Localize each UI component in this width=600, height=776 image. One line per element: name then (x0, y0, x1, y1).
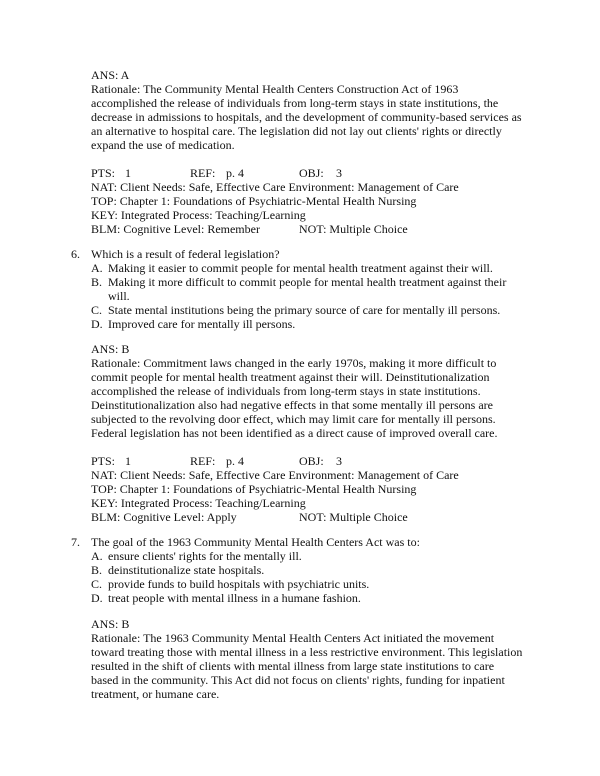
option-6a-letter: A. (91, 261, 103, 275)
option-6b-letter: B. (91, 275, 103, 289)
option-7c-text: provide funds to build hospitals with psychiatric units. (108, 577, 370, 591)
meta-not-5: NOT: Multiple Choice (299, 222, 408, 236)
answer-6: ANS: B (91, 342, 130, 356)
option-7d-text: treat people with mental illness in a humane fashion. (108, 591, 361, 605)
question-7-stem: The goal of the 1963 Community Mental Health Centers Act was to: (91, 535, 420, 549)
answer-7: ANS: B (91, 617, 130, 631)
option-7b-text: deinstitutionalize state hospitals. (108, 563, 265, 577)
meta-key-5: KEY: Integrated Process: Teaching/Learning (91, 208, 306, 222)
meta-pts-6: PTS: 1 (91, 454, 131, 468)
option-6d-letter: D. (91, 317, 103, 331)
rationale-5-line: Rationale: The Community Mental Health Centers Construction Act of 1963 (91, 82, 459, 96)
meta-nat-6: NAT: Client Needs: Safe, Effective Care Environment: Management of Care (91, 468, 459, 482)
option-6c-text: State mental institutions being the primary source of care for mentally ill persons. (108, 303, 501, 317)
question-7-number: 7. (71, 535, 80, 549)
rationale-7-line: Rationale: The 1963 Community Mental Health Centers Act initiated the movement (91, 631, 495, 645)
rationale-5-line: decrease in admissions to hospitals, and the development of community-based services as (91, 110, 522, 124)
rationale-6-line: subjected to the revolving door effect, which may limit care for mentally ill persons. (91, 412, 496, 426)
option-6c-letter: C. (91, 303, 103, 317)
rationale-6-line: Rationale: Commitment laws changed in the early 1970s, making it more difficult to (91, 356, 497, 370)
meta-obj-6: OBJ: 3 (299, 454, 342, 468)
option-6b-text: will. (108, 289, 130, 303)
rationale-7-line: resulted in the shift of clients with mental illness from large state institutions to care (91, 659, 495, 673)
rationale-6-line: Federal legislation has not been identified as a direct cause of improved overall care. (91, 426, 498, 440)
option-6b-text: Making it more difficult to commit people for mental health treatment against their (108, 275, 507, 289)
option-7d-letter: D. (91, 591, 103, 605)
question-6-stem: Which is a result of federal legislation? (91, 247, 280, 261)
rationale-5-line: accomplished the release of individuals from long-term stays in state institutions, the (91, 96, 499, 110)
rationale-7-line: treatment, or humane care. (91, 687, 220, 701)
option-6d-text: Improved care for mentally ill persons. (108, 317, 296, 331)
answer-5: ANS: A (91, 68, 130, 82)
meta-ref-5: REF: p. 4 (190, 166, 244, 180)
meta-top-5: TOP: Chapter 1: Foundations of Psychiatric-Mental Health Nursing (91, 194, 417, 208)
meta-nat-5: NAT: Client Needs: Safe, Effective Care Environment: Management of Care (91, 180, 459, 194)
meta-pts-5: PTS: 1 (91, 166, 131, 180)
rationale-6-line: accomplished the release of individuals from long-term stays in state institutions. (91, 384, 481, 398)
rationale-7-line: toward treating those with mental illness in a less restrictive environment. This legislation (91, 645, 523, 659)
rationale-6-line: commit people for mental health treatment against their will. Deinstitutionalization (91, 370, 490, 384)
option-7a-letter: A. (91, 549, 103, 563)
option-7c-letter: C. (91, 577, 103, 591)
option-7b-letter: B. (91, 563, 103, 577)
meta-blm-6: BLM: Cognitive Level: Apply (91, 510, 237, 524)
rationale-5-line: expand the use of medication. (91, 138, 235, 152)
meta-obj-5: OBJ: 3 (299, 166, 342, 180)
rationale-5-line: an alternative to hospital care. The legislation did not lay out clients' rights or directly (91, 124, 502, 138)
meta-blm-5: BLM: Cognitive Level: Remember (91, 222, 260, 236)
rationale-6-line: Deinstitutionalization also had negative effects in that some mentally ill persons are (91, 398, 493, 412)
meta-top-6: TOP: Chapter 1: Foundations of Psychiatric-Mental Health Nursing (91, 482, 417, 496)
meta-ref-6: REF: p. 4 (190, 454, 244, 468)
meta-key-6: KEY: Integrated Process: Teaching/Learning (91, 496, 306, 510)
question-6-number: 6. (71, 247, 80, 261)
option-7a-text: ensure clients' rights for the mentally ill. (108, 549, 302, 563)
option-6a-text: Making it easier to commit people for mental health treatment against their will. (108, 261, 493, 275)
meta-not-6: NOT: Multiple Choice (299, 510, 408, 524)
rationale-7-line: based in the community. This Act did not focus on clients' rights, funding for inpatient (91, 673, 505, 687)
